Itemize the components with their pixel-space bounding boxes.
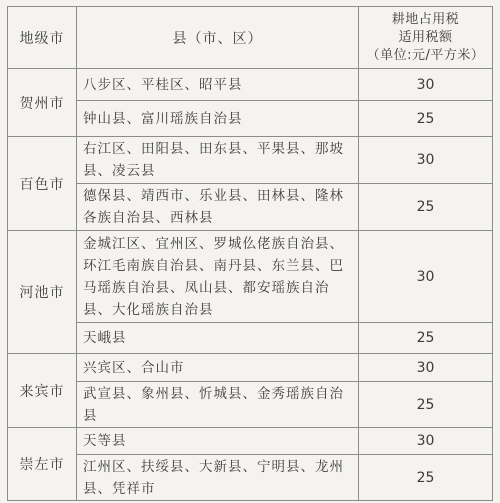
county-cell: 武宣县、象州县、忻城县、金秀瑶族自治县 [77,382,359,428]
header-county: 县（市、区） [77,7,359,69]
header-rate-line3: （单位:元/平方米） [366,47,485,63]
table-row [8,382,493,428]
county-cell: 金城江区、宜州区、罗城仫佬族自治县、环江毛南族自治县、南丹县、东兰县、巴马瑶族自治县、凤山县、都安瑶族自治县、大化瑶族自治县 [77,231,359,323]
table-row [8,455,493,501]
county-cell: 德保县、靖西市、乐业县、田林县、隆林各族自治县、西林县 [77,184,359,231]
city-cell: 崇左市 [8,428,77,501]
city-cell: 贺州市 [8,69,77,137]
rate-cell: 25 [359,382,493,428]
header-row [8,7,493,69]
rate-cell: 25 [359,323,493,354]
rate-cell: 30 [359,354,493,382]
county-cell: 钟山县、富川瑶族自治县 [77,101,359,137]
city-cell: 百色市 [8,137,77,231]
county-cell: 八步区、平桂区、昭平县 [77,69,359,101]
header-rate-line1: 耕地占用税 [391,11,460,27]
rate-cell: 30 [359,137,493,184]
header-rate-line2: 适用税额 [398,29,453,45]
table-row [8,323,493,354]
table-row [8,137,493,184]
header-city: 地级市 [8,7,77,69]
county-cell: 江州区、扶绥县、大新县、宁明县、龙州县、凭祥市 [77,455,359,501]
header-rate [359,7,493,69]
county-cell: 天峨县 [77,323,359,354]
city-cell: 河池市 [8,231,77,354]
rate-cell: 30 [359,428,493,455]
rate-cell: 30 [359,69,493,101]
county-cell: 右江区、田阳县、田东县、平果县、那坡县、凌云县 [77,137,359,184]
county-cell: 兴宾区、合山市 [77,354,359,382]
city-cell: 来宾市 [8,354,77,428]
rate-cell: 25 [359,184,493,231]
table-row [8,101,493,137]
table-row [8,184,493,231]
table-row [8,231,493,323]
rate-cell: 30 [359,231,493,323]
rate-cell: 25 [359,101,493,137]
county-cell: 天等县 [77,428,359,455]
tax-rate-table [7,6,493,501]
table-row [8,354,493,382]
table-row [8,428,493,455]
table-row [8,69,493,101]
rate-cell: 25 [359,455,493,501]
